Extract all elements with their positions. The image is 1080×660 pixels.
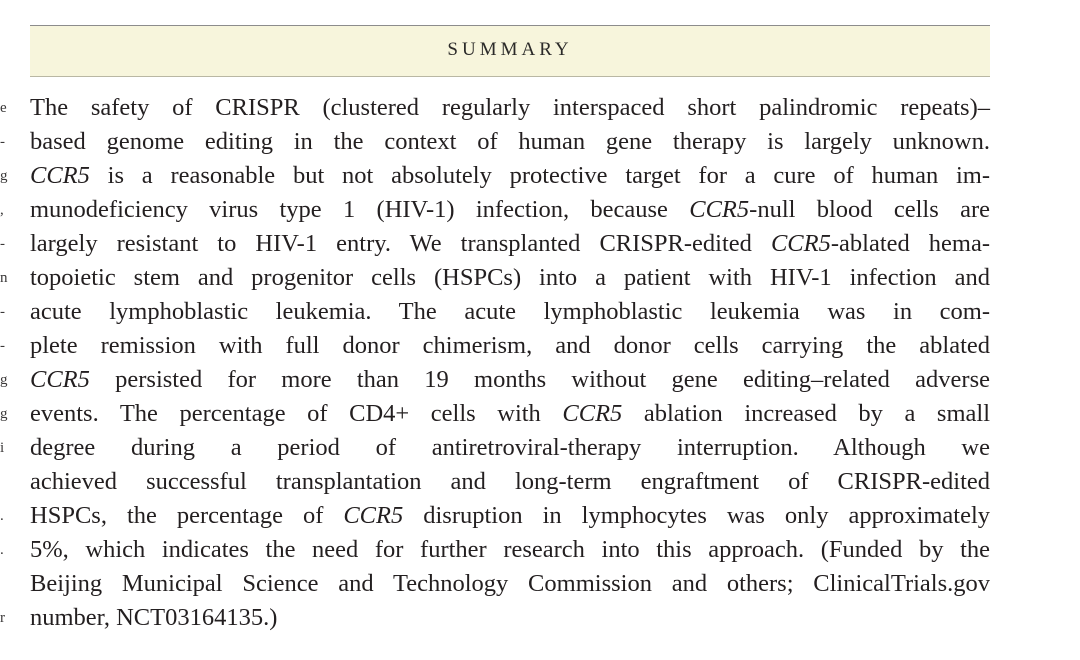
text-run: largely resistant to HIV-1 entry. We transplanted CRISPR-edited — [30, 230, 771, 257]
gene-name-italic: CCR5 — [30, 366, 90, 393]
summary-line-text — [30, 193, 990, 227]
summary-line-text — [30, 465, 990, 499]
margin-fragment: . — [0, 542, 4, 558]
gene-name-italic: CCR5 — [30, 162, 90, 189]
margin-fragment: g — [0, 168, 8, 184]
summary-line-text — [30, 533, 990, 567]
summary-line-text — [30, 227, 990, 261]
text-run: topoietic stem and progenitor cells (HSPCs) into a patient with HIV-1 infection and — [30, 264, 990, 291]
margin-fragment: r — [0, 610, 5, 626]
summary-paragraph — [30, 91, 990, 635]
summary-line — [30, 193, 990, 227]
margin-fragment: g — [0, 406, 8, 422]
text-run: acute lymphoblastic leukemia. The acute lymphoblastic leukemia was in com- — [30, 298, 990, 325]
summary-line-text — [30, 363, 990, 397]
text-run: -null blood cells are — [749, 196, 990, 223]
summary-heading: SUMMARY — [447, 39, 573, 60]
summary-line-text — [30, 329, 990, 363]
text-run: is a reasonable but not absolutely protective target for a cure of human im- — [89, 162, 990, 189]
text-run: degree during a period of antiretroviral-therapy interruption. Although we — [30, 434, 990, 461]
summary-line-text — [30, 431, 990, 465]
summary-line-text — [30, 499, 990, 533]
margin-fragment: . — [0, 508, 4, 524]
text-run: munodeficiency virus type 1 (HIV-1) infection, because — [30, 196, 690, 223]
margin-fragment: - — [0, 338, 5, 354]
gene-name-italic: CCR5 — [343, 502, 404, 529]
text-run: persisted for more than 19 months without gene editing–related adverse — [89, 366, 990, 393]
margin-fragment: n — [0, 270, 8, 286]
margin-fragment: g — [0, 372, 8, 388]
summary-line — [30, 431, 990, 465]
summary-line — [30, 397, 990, 431]
text-run: number, NCT03164135.) — [30, 604, 278, 631]
text-run: based genome editing in the context of human gene therapy is largely unknown. — [30, 128, 990, 155]
summary-line — [30, 465, 990, 499]
text-run: The safety of CRISPR (clustered regularly interspaced short palindromic repeats)– — [30, 94, 990, 121]
text-run: plete remission with full donor chimerism, and donor cells carrying the ablated — [30, 332, 990, 359]
summary-line-text — [30, 125, 990, 159]
summary-line-text — [30, 567, 990, 601]
summary-line-text — [30, 397, 990, 431]
summary-line — [30, 329, 990, 363]
summary-line-text — [30, 91, 990, 125]
summary-line — [30, 533, 990, 567]
summary-line — [30, 567, 990, 601]
margin-fragment: e — [0, 100, 7, 116]
header-bottom-rule — [30, 76, 990, 77]
margin-fragment: - — [0, 236, 5, 252]
margin-fragment: - — [0, 134, 5, 150]
summary-line-text — [30, 159, 990, 193]
summary-line — [30, 125, 990, 159]
summary-line — [30, 261, 990, 295]
summary-line — [30, 601, 990, 635]
left-margin-clipped-text — [0, 0, 12, 660]
summary-line — [30, 91, 990, 125]
text-run: disruption in lymphocytes was only approximately — [403, 502, 990, 529]
gene-name-italic: CCR5 — [770, 230, 831, 257]
text-run: ablation increased by a small — [622, 400, 990, 427]
summary-line — [30, 499, 990, 533]
margin-fragment: i — [0, 440, 5, 456]
summary-line-text — [30, 601, 990, 635]
summary-line — [30, 295, 990, 329]
text-run: achieved successful transplantation and long-term engraftment of CRISPR-edited — [30, 468, 990, 495]
text-run: 5%, which indicates the need for further research into this approach. (Funded by the — [30, 536, 990, 563]
summary-line-text — [30, 261, 990, 295]
summary-line — [30, 363, 990, 397]
text-run: HSPCs, the percentage of — [30, 502, 344, 529]
summary-line-text — [30, 295, 990, 329]
text-run: events. The percentage of CD4+ cells with — [30, 400, 563, 427]
gene-name-italic: CCR5 — [689, 196, 750, 223]
margin-fragment: - — [0, 304, 5, 320]
text-run: Beijing Municipal Science and Technology Commission and others; ClinicalTrials.gov — [30, 570, 990, 597]
summary-line — [30, 159, 990, 193]
gene-name-italic: CCR5 — [562, 400, 623, 427]
margin-fragment: , — [0, 202, 4, 218]
text-run: -ablated hema- — [830, 230, 991, 257]
summary-line — [30, 227, 990, 261]
